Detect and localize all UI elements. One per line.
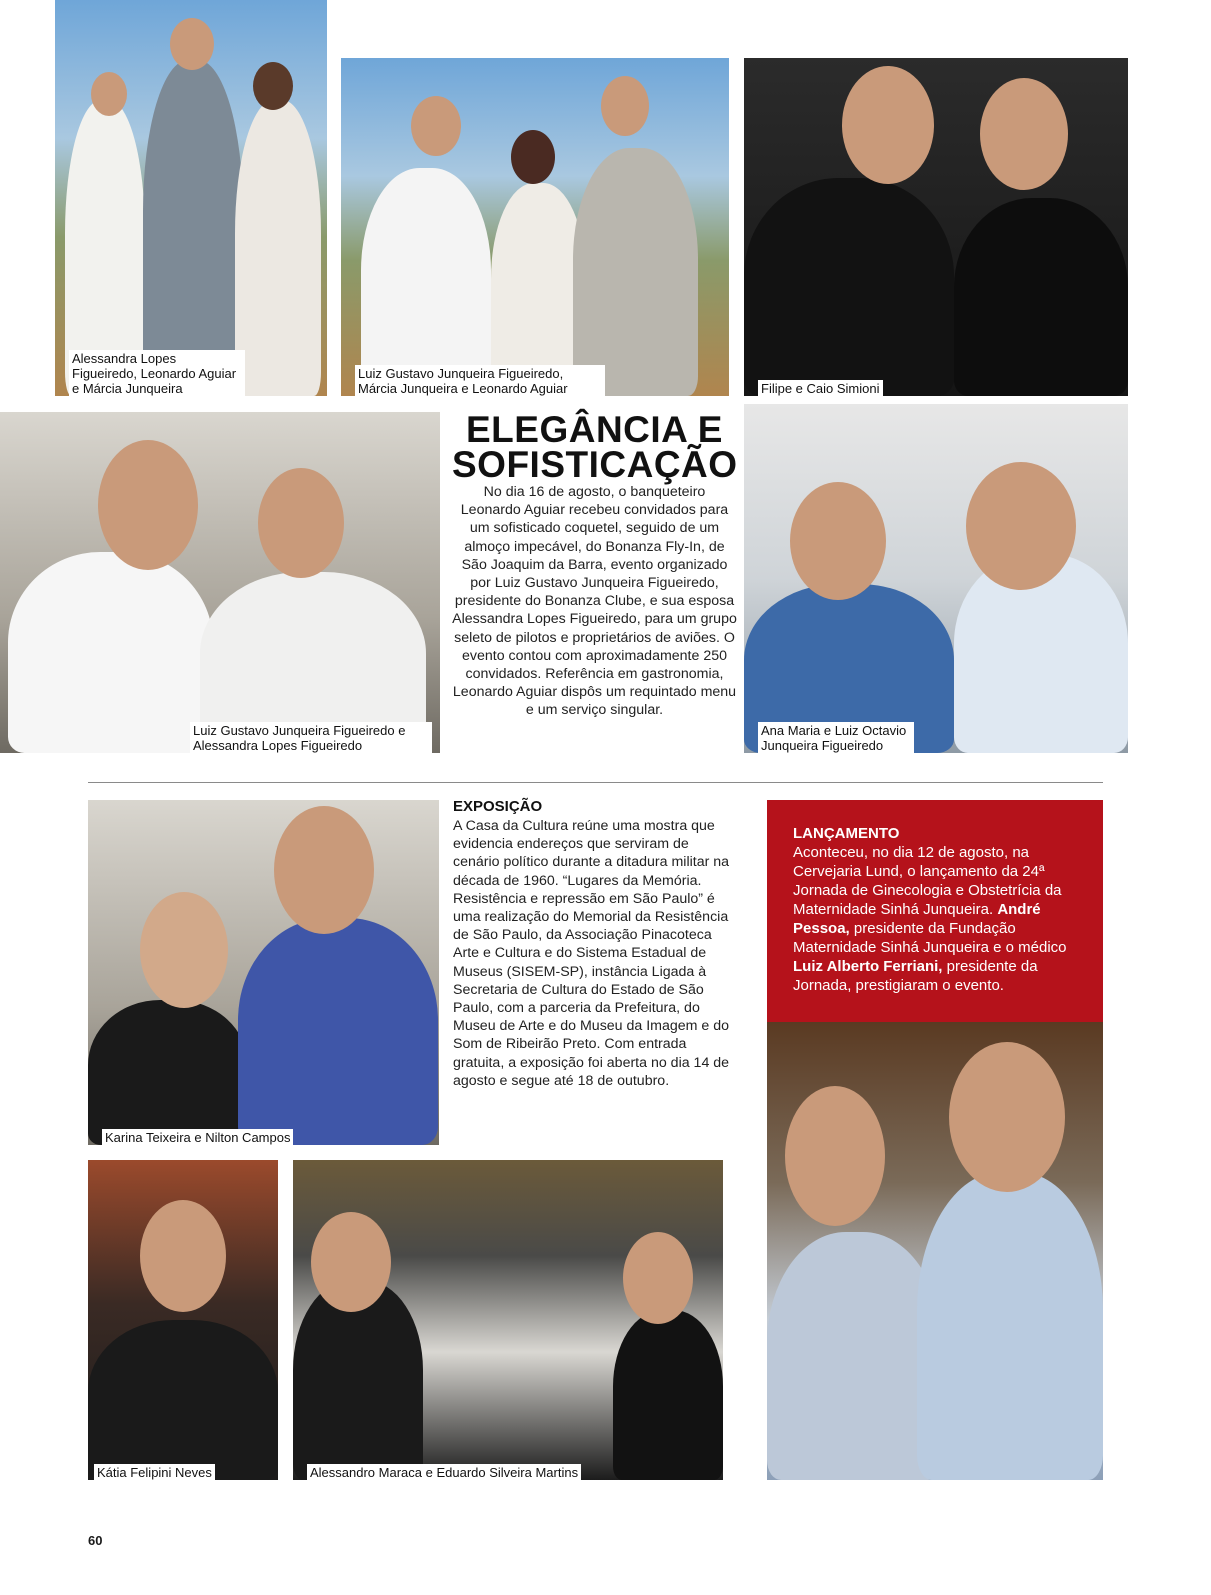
person-head <box>949 1042 1065 1192</box>
person-figure <box>88 1320 278 1480</box>
exposicao-heading: EXPOSIÇÃO <box>453 798 543 815</box>
person-head <box>253 62 293 110</box>
person-figure <box>235 100 321 396</box>
person-figure <box>767 1232 942 1480</box>
person-figure <box>613 1310 723 1480</box>
photo-karina-nilton <box>88 800 439 1145</box>
person-head <box>274 806 374 934</box>
person-head <box>98 440 198 570</box>
photo-caption: Alessandro Maraca e Eduardo Silveira Martins <box>307 1464 581 1480</box>
photo-caption: Ana Maria e Luiz Octavio Junqueira Figueiredo <box>758 722 914 753</box>
person-head <box>511 130 555 184</box>
exposicao-body: A Casa da Cultura reúne uma mostra que evidencia endereços que serviram de cenário político durante a ditadura militar na década de 1960. “Lugares da Memória. Resistência e repressão em São Paulo” é uma realização do Memorial da Resistência de São Paulo, da Associação Pinacoteca Arte e Cultura e do Sistema Estadual de Museus (SISEM-SP), instância Ligada à Secretaria de Cultura do Estado de São Paulo, com a parceria da Prefeitura, do Museu de Arte e do Museu da Imagem e do Som de Ribeirão Preto. Com entrada gratuita, a exposição foi aberta no dia 14 de agosto e segue até 18 de outubro. <box>453 818 730 1089</box>
person-head <box>91 72 127 116</box>
person-figure <box>744 178 954 396</box>
lancamento-body <box>793 843 1083 995</box>
photo-caption: Alessandra Lopes Figueiredo, Leonardo Aguiar e Márcia Junqueira <box>69 350 245 396</box>
lancamento-text: presidente da Jornada, prestigiaram o evento. <box>793 958 1038 994</box>
person-head <box>785 1086 885 1226</box>
person-head <box>980 78 1068 190</box>
person-head <box>842 66 934 184</box>
lancamento-heading: LANÇAMENTO <box>793 825 900 842</box>
person-figure <box>143 60 243 396</box>
person-figure <box>917 1172 1103 1480</box>
section-divider <box>88 782 1103 783</box>
person-head <box>311 1212 391 1312</box>
person-head <box>258 468 344 578</box>
lancamento-name: André Pessoa, <box>793 901 1041 937</box>
photo-caption: Luiz Gustavo Junqueira Figueiredo, Márcia Junqueira e Leonardo Aguiar <box>355 365 605 396</box>
article-title: ELEGÂNCIA E SOFISTICAÇÃO <box>452 409 738 485</box>
person-figure <box>238 918 438 1145</box>
person-figure <box>88 1000 248 1145</box>
page-number: 60 <box>88 1533 103 1548</box>
photo-filipe-caio <box>744 58 1128 396</box>
lancamento-box <box>767 800 1103 1022</box>
photo-andre-luiz-alberto <box>767 1022 1103 1480</box>
person-head <box>601 76 649 136</box>
person-figure <box>361 168 491 396</box>
person-head <box>790 482 886 600</box>
person-head <box>140 1200 226 1312</box>
lancamento-name: Luiz Alberto Ferriani, <box>793 958 943 975</box>
photo-luiz-marcia-leonardo <box>341 58 729 396</box>
person-figure <box>8 552 213 753</box>
photo-ana-maria-luiz-octavio <box>744 404 1128 753</box>
person-head <box>140 892 228 1008</box>
photo-luiz-alessandra <box>0 412 440 753</box>
lancamento-text: presidente da Fundação Maternidade Sinhá Junqueira e o médico <box>793 920 1067 956</box>
person-head <box>170 18 214 70</box>
person-head <box>966 462 1076 590</box>
photo-alessandro-eduardo <box>293 1160 723 1480</box>
photo-alessandra-leonardo-marcia <box>55 0 327 396</box>
person-head <box>411 96 461 156</box>
photo-caption: Filipe e Caio Simioni <box>758 380 883 396</box>
photo-caption: Karina Teixeira e Nilton Campos <box>102 1129 293 1145</box>
article-lede: No dia 16 de agosto, o banqueteiro Leonardo Aguiar recebeu convidados para um sofisticado coquetel, seguido de um almoço impecável, do Bonanza Fly-In, de São Joaquim da Barra, evento organizado por Luiz Gustavo Junqueira Figueiredo, presidente do Bonanza Clube, e sua esposa Alessandra Lopes Figueiredo, para um grupo seleto de pilotos e proprietários de aviões. O evento contou com aproximadamente 250 convidados. Referência em gastronomia, Leonardo Aguiar dispôs um requintado menu e um serviço singular. <box>452 484 737 719</box>
person-head <box>623 1232 693 1324</box>
person-figure <box>954 198 1128 396</box>
photo-caption: Luiz Gustavo Junqueira Figueiredo e Alessandra Lopes Figueiredo <box>190 722 432 753</box>
person-figure <box>573 148 698 396</box>
lancamento-text: Aconteceu, no dia 12 de agosto, na Cervejaria Lund, o lançamento da 24ª Jornada de Ginecologia e Obstetrícia da Maternidade Sinhá Junqueira. <box>793 844 1062 918</box>
photo-caption: Kátia Felipini Neves <box>94 1464 215 1480</box>
photo-katia <box>88 1160 278 1480</box>
